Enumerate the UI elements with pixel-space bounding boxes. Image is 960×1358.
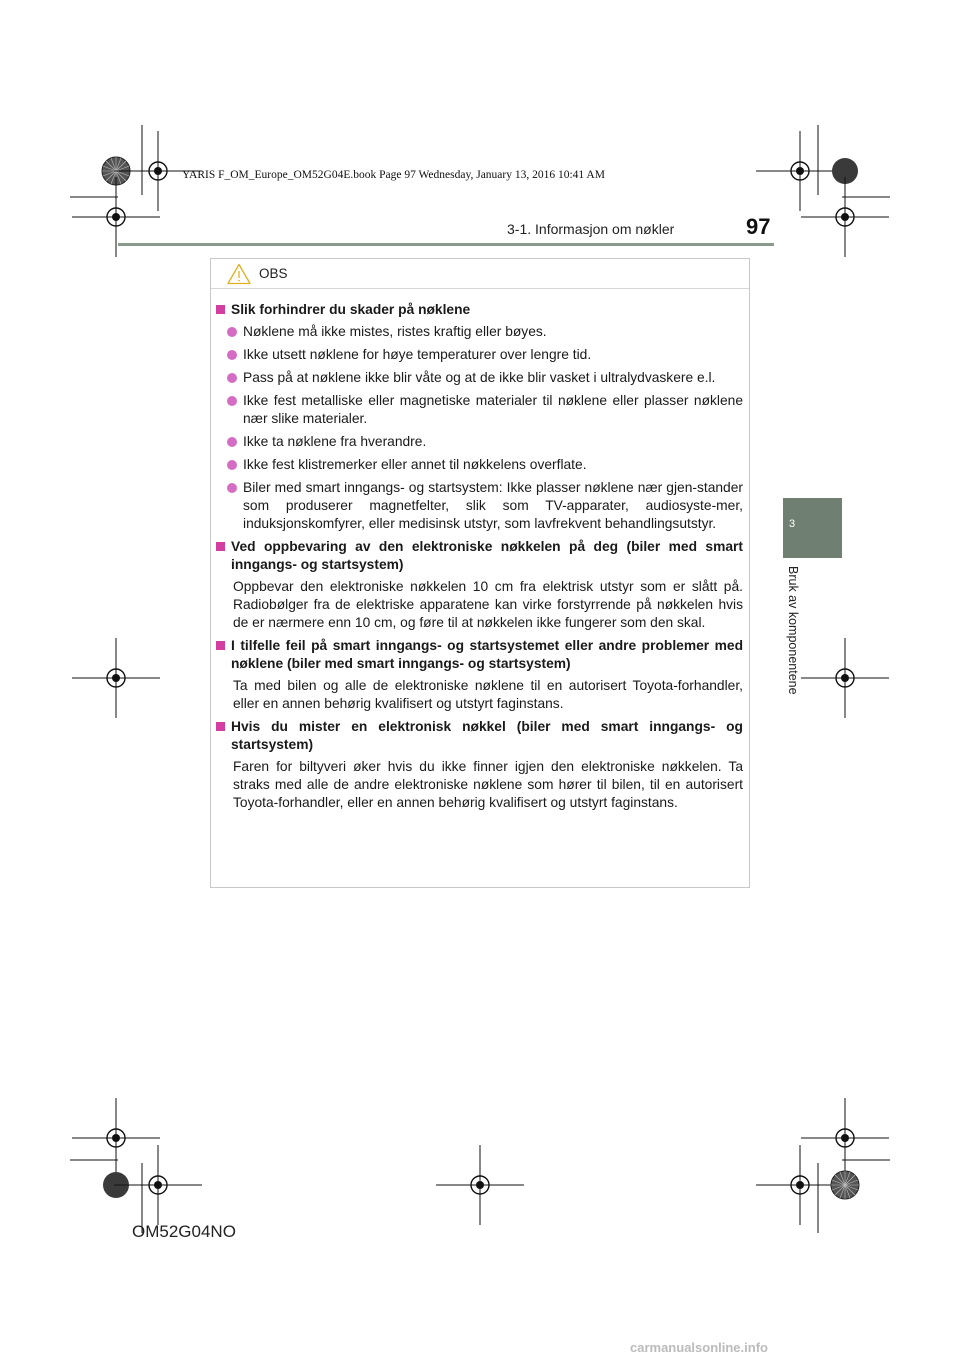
warning-triangle-icon bbox=[227, 263, 251, 285]
circle-bullet-icon bbox=[227, 437, 237, 447]
footer-code: OM52G04NO bbox=[132, 1222, 236, 1241]
chapter-number: 3 bbox=[788, 518, 796, 530]
obs-content bbox=[211, 289, 749, 812]
paragraph: Faren for biltyveri øker hvis du ikke finner igjen den elektroniske nøkkelen. Ta straks med alle de andre elektroniske nøklene som hører til bilen, til en autorisert Toyota-forhandler, eller en annen behørig kvalifisert og utstyrt faginstans. bbox=[233, 759, 743, 810]
list-item bbox=[227, 323, 743, 341]
square-bullet-icon bbox=[216, 641, 225, 650]
list-item bbox=[227, 346, 743, 364]
heading-damage bbox=[215, 301, 743, 319]
watermark: carmanualsonline.info bbox=[630, 1340, 768, 1355]
circle-bullet-icon bbox=[227, 460, 237, 470]
square-bullet-icon bbox=[216, 305, 225, 314]
heading-text: Slik forhindrer du skader på nøklene bbox=[231, 302, 471, 317]
list-item bbox=[227, 369, 743, 387]
heading-malfunction bbox=[215, 637, 743, 673]
square-bullet-icon bbox=[216, 722, 225, 731]
paragraph: Ta med bilen og alle de elektroniske nøklene til en autorisert Toyota-forhandler, eller en annen behørig kvalifisert og utstyrt faginstans. bbox=[233, 678, 743, 711]
circle-bullet-icon bbox=[227, 327, 237, 337]
list-item-text: Ikke fest klistremerker eller annet til nøkkelens overflate. bbox=[243, 457, 587, 472]
list-item bbox=[227, 392, 743, 428]
circle-bullet-icon bbox=[227, 350, 237, 360]
heading-text: Hvis du mister en elektronisk nøkkel (biler med smart inngangs- og startsystem) bbox=[231, 719, 743, 752]
obs-header bbox=[211, 259, 749, 289]
circle-bullet-icon bbox=[227, 396, 237, 406]
header-rule bbox=[118, 243, 774, 246]
list-item bbox=[227, 479, 743, 533]
list-item-text: Pass på at nøklene ikke blir våte og at de ikke blir vasket i ultralydvaskere e.l. bbox=[243, 370, 716, 385]
obs-label: OBS bbox=[259, 266, 288, 281]
list-item-text: Ikke utsett nøklene for høye temperaturer over lengre tid. bbox=[243, 347, 592, 362]
heading-storage bbox=[215, 538, 743, 574]
print-info: YARIS F_OM_Europe_OM52G04E.book Page 97 Wednesday, January 13, 2016 10:41 AM bbox=[182, 169, 605, 181]
obs-box bbox=[210, 258, 750, 888]
heading-text: Ved oppbevaring av den elektroniske nøkkelen på deg (biler med smart inngangs- og startsystem) bbox=[231, 539, 743, 572]
page-number: 97 bbox=[746, 214, 771, 239]
section-title: 3-1. Informasjon om nøkler bbox=[507, 221, 675, 237]
square-bullet-icon bbox=[216, 542, 225, 551]
list-item bbox=[227, 433, 743, 451]
chapter-label: Bruk av komponentene bbox=[786, 566, 800, 695]
circle-bullet-icon bbox=[227, 483, 237, 493]
heading-lost-key bbox=[215, 718, 743, 754]
list-item-text: Ikke ta nøklene fra hverandre. bbox=[243, 434, 427, 449]
circle-bullet-icon bbox=[227, 373, 237, 383]
list-item-text: Ikke fest metalliske eller magnetiske materialer til nøklene eller plasser nøklene nær slike materialer. bbox=[243, 393, 743, 426]
list-item-text: Biler med smart inngangs- og startsystem: Ikke plasser nøklene nær gjen-stander som produserer magnetfelter, slik som TV-apparater, audiosyste-mer, induksjonskomfyrer, eller medisinsk utstyr, som lavfrekvent behandlingsutstyr. bbox=[243, 480, 743, 531]
paragraph: Oppbevar den elektroniske nøkkelen 10 cm fra elektrisk utstyr som er slått på. Radiobølger fra de elektriske apparatene kan virke forstyrrende på nøkkelen hvis de er nærmere enn 10 cm, og føre til at nøkkelen ikke fungerer som den skal. bbox=[233, 579, 743, 630]
list-item bbox=[227, 456, 743, 474]
list-item-text: Nøklene må ikke mistes, ristes kraftig eller bøyes. bbox=[243, 324, 547, 339]
heading-text: I tilfelle feil på smart inngangs- og startsystemet eller andre problemer med nøklene (biler med smart inngangs- og startsystem) bbox=[231, 638, 743, 671]
